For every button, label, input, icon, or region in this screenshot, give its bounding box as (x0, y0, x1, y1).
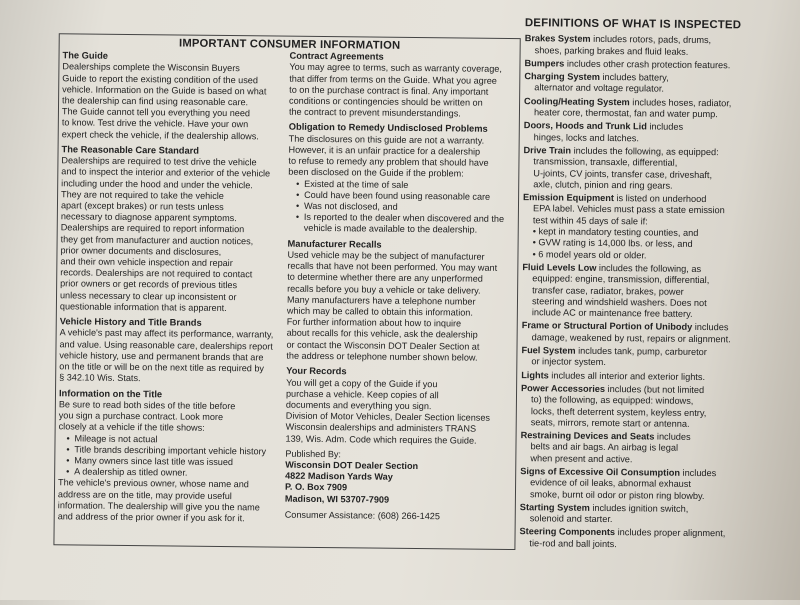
definition-text: steering and windshield washers. Does not (531, 296, 707, 308)
definition-text: • kept in mandatory testing counties, and (532, 226, 699, 239)
definition-text: includes hoses, radiator, (629, 97, 732, 109)
definition-term: Restraining Devices and Seats (520, 430, 655, 442)
text-line: documents and everything you sign. (285, 399, 432, 412)
definition-text: hinges, locks and latches. (533, 131, 639, 144)
text-line: that differ from terms on the Guide. What you agree (289, 73, 497, 86)
section-published (285, 448, 514, 523)
text-line: You may agree to terms, such as warranty coverage, (289, 62, 502, 75)
definition-text: equipped: engine, transmission, differential, (532, 273, 710, 286)
definition-text: belts and air bags. An airbag is legal (530, 441, 679, 454)
text-line: and value. Using reasonable care, dealerships report (59, 338, 273, 352)
text-line: Division of Motor Vehicles, Dealer Section licenses (285, 410, 491, 423)
definition-term: Power Accessories (521, 383, 606, 394)
text-line: Dealerships complete the Wisconsin Buyers (62, 61, 240, 74)
box-title: IMPORTANT CONSUMER INFORMATION (178, 37, 401, 52)
text-line: vehicle history, use and permanent brands that are (59, 350, 264, 363)
definition-text: test within 45 days of sale if: (532, 214, 648, 227)
definition-text: alternator and voltage regulator. (534, 82, 665, 95)
definition-term: Fluid Levels Low (522, 262, 597, 273)
definition-item (522, 262, 793, 321)
definition-term: Lights (521, 369, 549, 381)
definition-text: shoes, parking brakes and fluid leaks. (534, 44, 689, 57)
section-heading: Obligation to Remedy Undisclosed Problems (288, 122, 488, 135)
definition-text: transmission, transaxle, differential, (533, 156, 678, 168)
text-line: P. O. Box 7909 (284, 481, 348, 493)
definitions-list (519, 33, 794, 552)
text-line: recalls that have not been performed. You may want (287, 260, 498, 274)
text-line: the contract to prevent misunderstandings. (288, 106, 461, 119)
text-line: For further information about how to inquire (286, 316, 462, 329)
section-recalls (286, 238, 515, 364)
text-line: The vehicle's previous owner, whose name and (58, 477, 249, 490)
bullet-item: • A dealership as titled owner. (68, 466, 280, 479)
section-care (60, 144, 284, 315)
text-line: Wisconsin DOT Dealer Section (285, 459, 419, 471)
published-label: Published By: (285, 448, 342, 459)
text-line: information. The dealership will give you the name (57, 500, 260, 513)
definition-item (521, 370, 791, 384)
text-line: However, it is an unfair practice for a dealership (288, 144, 481, 157)
text-line: prior owner documents and disclosures, (60, 245, 222, 257)
text-line: The disclosures on this guide are not a warranty. (288, 133, 485, 146)
text-line: address are on the title, may provide useful (57, 488, 232, 501)
publisher-address (285, 460, 513, 507)
definition-text: U-joints, CV joints, transfer case, driveshaft, (533, 167, 713, 180)
text-line: or contact the Wisconsin DOT Dealer Section at (286, 339, 480, 352)
section-guide (62, 50, 285, 142)
section-body (58, 478, 280, 525)
section-heading: Contract Agreements (289, 50, 384, 62)
section-heading: The Guide (62, 50, 109, 61)
text-line: closely at a vehicle if the title shows: (58, 421, 205, 434)
definition-text: when present and active. (530, 452, 633, 464)
bullet-item: • Mileage is not actual (68, 433, 280, 446)
text-line: § 342.10 Wis. Stats. (59, 372, 141, 384)
text-line: Used vehicle may be the subject of manufacturer (287, 249, 485, 262)
bullet-list (288, 178, 517, 236)
definition-text: includes battery, (599, 72, 669, 83)
text-line: and to inspect the interior and exterior of the vehicle (61, 166, 271, 179)
definition-term: Cooling/Heating System (524, 95, 630, 108)
definition-text: include AC or maintenance free battery. (531, 307, 693, 320)
definition-text: tie-rod and ball joints. (529, 537, 617, 549)
definition-text: solenoid and starter. (529, 513, 613, 525)
definitions-title: DEFINITIONS OF WHAT IS INSPECTED (524, 17, 742, 32)
definition-term: Emission Equipment (523, 192, 615, 204)
right-column (285, 51, 518, 527)
section-body (59, 399, 281, 435)
definition-item (524, 96, 794, 121)
text-line: you sign a purchase contract. Look more (58, 410, 224, 423)
definition-text: transfer case, radiator, brakes, power (532, 284, 684, 297)
text-line: 4822 Madison Yards Way (285, 470, 393, 482)
definition-text: includes other crash protection features. (564, 58, 731, 71)
definitions-panel (519, 18, 795, 554)
text-line: to on the purchase contract is final. Any important (289, 84, 489, 97)
bullet-item: • Could have been found using reasonable care (298, 190, 516, 203)
definition-item (522, 192, 793, 263)
bullet-item: • Many owners since last title was issued (68, 455, 280, 468)
bullet-list (58, 433, 280, 480)
definition-term: Signs of Excessive Oil Consumption (520, 466, 681, 478)
definition-text: or injector system. (531, 356, 606, 368)
text-line: records. Dealerships are not required to contact (60, 267, 253, 280)
text-line: to know. Test drive the vehicle. Have your own (61, 117, 249, 130)
definition-term: Steering Components (519, 526, 616, 538)
bullet-item: • Title brands describing important vehicle history (68, 444, 280, 457)
definition-text: damage, weakened by rust, repairs or alignment. (531, 331, 731, 345)
definition-item (521, 345, 791, 370)
definition-term: Brakes System (524, 33, 591, 45)
definition-item (520, 502, 790, 527)
definition-text: includes the following, as (596, 262, 702, 274)
bullet-item: • Was not disclosed, and (298, 201, 516, 214)
section-heading: The Reasonable Care Standard (61, 144, 200, 156)
bullet-item: • Existed at the time of sale (298, 178, 516, 191)
definition-item (524, 58, 794, 72)
definition-term: Frame or Structural Portion of Unibody (521, 320, 693, 333)
definition-text: includes ignition switch, (589, 502, 689, 514)
definition-text: is listed on underhood (613, 193, 707, 205)
section-heading: Your Records (286, 365, 347, 377)
section-body (285, 377, 514, 447)
consumer-assistance: Consumer Assistance: (608) 266-1425 (284, 509, 440, 522)
definition-text: includes (but not limited (604, 383, 705, 395)
section-records (285, 366, 514, 447)
text-line: Dealerships are required to report information (60, 222, 245, 235)
text-line: to determine whether there are any unperformed (287, 272, 483, 285)
left-column (58, 50, 285, 528)
text-line: conditions or contingencies should be written on (289, 95, 483, 108)
definition-text: smoke, burnt oil odor or piston ring blowby. (529, 488, 705, 501)
definition-text: includes the following, as equipped: (571, 145, 719, 158)
text-line: questionable information that is apparent. (59, 301, 227, 313)
section-heading: Information on the Title (58, 387, 163, 399)
text-line: recalls before you buy a vehicle or take delivery. (287, 283, 481, 296)
section-body (62, 62, 285, 143)
text-line: A vehicle's past may affect its performance, warranty, (59, 327, 274, 340)
section-body (288, 133, 516, 180)
text-line: 139, Wis. Adm. Code which requires the Guide. (285, 433, 477, 446)
text-line: purchase a vehicle. Keep copies of all (285, 388, 439, 400)
text-line: and their own vehicle inspection and repair (60, 256, 233, 269)
definition-text: to) the following, as equipped: windows, (530, 394, 694, 407)
definition-text: • GVW rating is 14,000 lbs. or less, and (532, 237, 693, 250)
definition-item (519, 527, 789, 552)
text-line: necessary to diagnose apparent symptoms. (60, 211, 237, 224)
definition-term: Fuel System (521, 345, 576, 356)
text-line: The Guide cannot tell you everything you need (61, 106, 251, 119)
text-line: Madison, WI 53707-7909 (284, 493, 390, 505)
definition-item (524, 71, 794, 96)
definition-term: Starting System (519, 501, 590, 513)
definition-text: heater core, thermostat, fan and water pump. (533, 107, 718, 120)
text-line: on the title or will be on the next title as required by (59, 361, 265, 374)
section-heading: Vehicle History and Title Brands (59, 316, 202, 328)
text-line: to refuse to remedy any problem that should have (288, 155, 489, 168)
definition-term: Charging System (524, 71, 600, 83)
definition-text: evidence of oil leaks, abnormal exhaust (530, 477, 692, 490)
definition-text: includes (692, 322, 729, 333)
text-line: Guide to report the existing condition of the used (62, 72, 258, 85)
text-line: expert check the vehicle, if the dealership allows. (61, 128, 259, 141)
section-obligation (288, 122, 517, 237)
text-line: You will get a copy of the Guide if you (286, 377, 438, 389)
section-history (59, 316, 282, 386)
text-line: prior owners or get records of previous titles (60, 278, 238, 291)
definition-text: axle, clutch, pinion and ring gears. (533, 179, 673, 191)
definition-text: locks, theft deterrent system, keyless entry, (530, 405, 707, 418)
section-body (286, 250, 515, 364)
section-body (289, 62, 518, 120)
definition-text: includes rotors, pads, drums, (590, 34, 712, 46)
section-heading: Manufacturer Recalls (287, 238, 382, 250)
definition-item (521, 383, 791, 431)
definition-text: includes (646, 121, 684, 133)
text-line: been disclosed on the Guide if the problem: (288, 167, 464, 179)
consumer-info-box (53, 33, 520, 550)
definition-text: includes (654, 431, 691, 442)
text-line: Dealerships are required to test drive the vehicle (61, 155, 257, 168)
section-title-info (58, 388, 281, 525)
text-line: the dealership can find using reasonable care. (62, 95, 249, 108)
text-line: vehicle. Information on the Guide is based on what (62, 84, 267, 97)
definition-item (520, 466, 790, 503)
section-contract (289, 51, 518, 121)
definition-text: includes (679, 467, 717, 479)
definition-item (522, 321, 792, 346)
text-line: about recalls for this vehicle, ask the dealership (286, 328, 478, 341)
text-line: the address or telephone number shown below. (286, 350, 478, 363)
text-line: Be sure to read both sides of the title before (58, 399, 236, 412)
definition-text: EPA label. Vehicles must pass a state emission (532, 203, 725, 216)
text-line: Many manufacturers have a telephone number (286, 294, 476, 307)
definition-text: includes all interior and exterior lights. (548, 370, 706, 382)
definition-text: includes tank, pump, carburetor (575, 345, 707, 358)
text-line: apart (except brakes) or run tests unless (60, 200, 224, 213)
definition-text: • 6 model years old or older. (532, 248, 647, 261)
definition-item (525, 33, 795, 58)
definition-term: Bumpers (524, 58, 565, 69)
section-body (60, 156, 284, 315)
definition-text: includes proper alignment, (614, 527, 726, 539)
text-line: they get from manufacturer and auction notices, (60, 233, 254, 246)
text-line: They are not required to take the vehicle (61, 189, 224, 201)
definition-text: seats, mirrors, remote start or antenna. (530, 417, 690, 429)
text-line: unless necessary to clear up inconsistent or (59, 289, 237, 302)
section-body (59, 328, 282, 386)
text-line: which may be called to obtain this information. (286, 305, 473, 318)
definition-item (520, 430, 790, 467)
definition-item (524, 121, 794, 146)
text-line: including under the hood and under the vehicle. (61, 177, 253, 190)
text-line: Wisconsin dealerships and administers TRANS (285, 421, 477, 434)
definition-term: Doors, Hoods and Trunk Lid (523, 120, 647, 132)
bullet-item: • Is reported to the dealer when discovered and the vehicle is made available to the dealership. (298, 212, 516, 237)
definition-term: Drive Train (523, 145, 572, 156)
definition-item (523, 145, 793, 193)
text-line: and address of the prior owner if you ask for it. (57, 511, 245, 524)
